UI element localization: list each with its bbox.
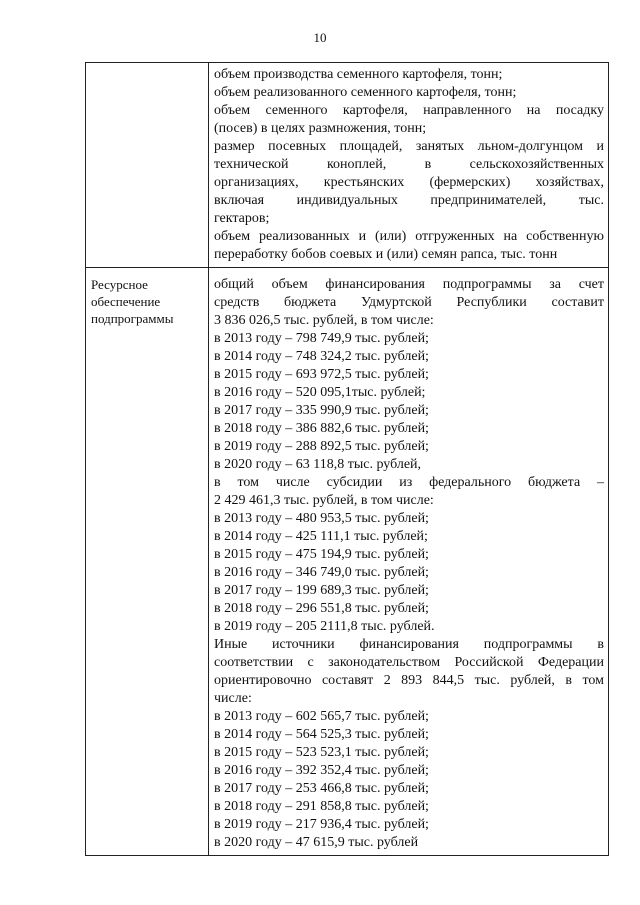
text-line: размер посевных площадей, занятых льном-долгунцом и xyxy=(214,139,604,154)
text-line: в 2018 году – 296 551,8 тыс. рублей; xyxy=(214,601,429,616)
text-line: в 2020 году – 63 118,8 тыс. рублей, xyxy=(214,457,422,472)
row-label-cell xyxy=(86,63,209,268)
text-line: объем семенного картофеля, направленного на посадку xyxy=(214,103,604,118)
text-line: в 2016 году – 520 095,1тыс. рублей; xyxy=(214,385,426,400)
text-line: в том числе субсидии из федерального бюджета – xyxy=(214,475,604,490)
text-line: в 2019 году – 205 2111,8 тыс. рублей. xyxy=(214,619,435,634)
label-line: Ресурсное xyxy=(91,277,148,292)
text-line: в 2020 году – 47 615,9 тыс. рублей xyxy=(214,835,419,850)
text-line: объем реализованных и (или) отгруженных на собственную xyxy=(214,229,604,244)
text-line: в 2015 году – 693 972,5 тыс. рублей; xyxy=(214,367,429,382)
text-line: соответствии с законодательством Российской Федерации xyxy=(214,655,604,670)
text-line: в 2014 году – 748 324,2 тыс. рублей; xyxy=(214,349,429,364)
label-line: обеспечение xyxy=(91,294,161,309)
row-content-cell xyxy=(209,63,609,268)
text-line: переработку бобов соевых и (или) семян рапса, тыс. тонн xyxy=(214,247,558,262)
text-line: в 2016 году – 392 352,4 тыс. рублей; xyxy=(214,763,429,778)
funding-text xyxy=(209,268,608,855)
row-label xyxy=(86,63,208,64)
text-line: технической коноплей, в сельскохозяйственных xyxy=(214,157,604,172)
text-line: в 2018 году – 386 882,6 тыс. рублей; xyxy=(214,421,429,436)
text-line: в 2014 году – 564 525,3 тыс. рублей; xyxy=(214,727,429,742)
text-line: в 2017 году – 199 689,3 тыс. рублей; xyxy=(214,583,429,598)
text-line: 2 429 461,3 тыс. рублей, в том числе: xyxy=(214,493,434,508)
text-line: в 2014 году – 425 111,1 тыс. рублей; xyxy=(214,529,428,544)
text-line: объем производства семенного картофеля, тонн; xyxy=(214,67,503,82)
text-line: средств бюджета Удмуртской Республики составит xyxy=(214,295,604,310)
text-line: объем реализованного семенного картофеля, тонн; xyxy=(214,85,517,100)
table-row xyxy=(86,268,609,856)
text-line: в 2017 году – 253 466,8 тыс. рублей; xyxy=(214,781,429,796)
text-line: числе: xyxy=(214,691,252,706)
text-line: общий объем финансирования подпрограммы за счет xyxy=(214,277,604,292)
text-line: в 2016 году – 346 749,0 тыс. рублей; xyxy=(214,565,429,580)
table-row xyxy=(86,63,609,268)
text-line: 3 836 026,5 тыс. рублей, в том числе: xyxy=(214,313,434,328)
text-line: в 2017 году – 335 990,9 тыс. рублей; xyxy=(214,403,429,418)
text-line: в 2018 году – 291 858,8 тыс. рублей; xyxy=(214,799,429,814)
text-line: в 2015 году – 523 523,1 тыс. рублей; xyxy=(214,745,429,760)
text-line: в 2019 году – 288 892,5 тыс. рублей; xyxy=(214,439,429,454)
page-number: 10 xyxy=(313,30,327,45)
program-passport-table xyxy=(85,62,609,856)
text-line: в 2015 году – 475 194,9 тыс. рублей; xyxy=(214,547,429,562)
text-line: Иные источники финансирования подпрограммы в xyxy=(214,637,604,652)
text-line: организациях, крестьянских (фермерских) хозяйствах, xyxy=(214,175,604,190)
text-line: в 2019 году – 217 936,4 тыс. рублей; xyxy=(214,817,429,832)
row-label-cell xyxy=(86,268,209,856)
text-line: в 2013 году – 602 565,7 тыс. рублей; xyxy=(214,709,429,724)
row-content-cell xyxy=(209,268,609,856)
text-line: гектаров; xyxy=(214,211,270,226)
indicators-text xyxy=(209,63,608,267)
text-line: ориентировочно составят 2 893 844,5 тыс. рублей, в том xyxy=(214,673,604,688)
text-line: включая индивидуальных предпринимателей, тыс. xyxy=(214,193,604,208)
text-line: в 2013 году – 798 749,9 тыс. рублей; xyxy=(214,331,429,346)
text-line: в 2013 году – 480 953,5 тыс. рублей; xyxy=(214,511,429,526)
row-label-resource-support xyxy=(86,268,208,327)
text-line: (посев) в целях размножения, тонн; xyxy=(214,121,427,136)
label-line: подпрограммы xyxy=(91,311,174,326)
